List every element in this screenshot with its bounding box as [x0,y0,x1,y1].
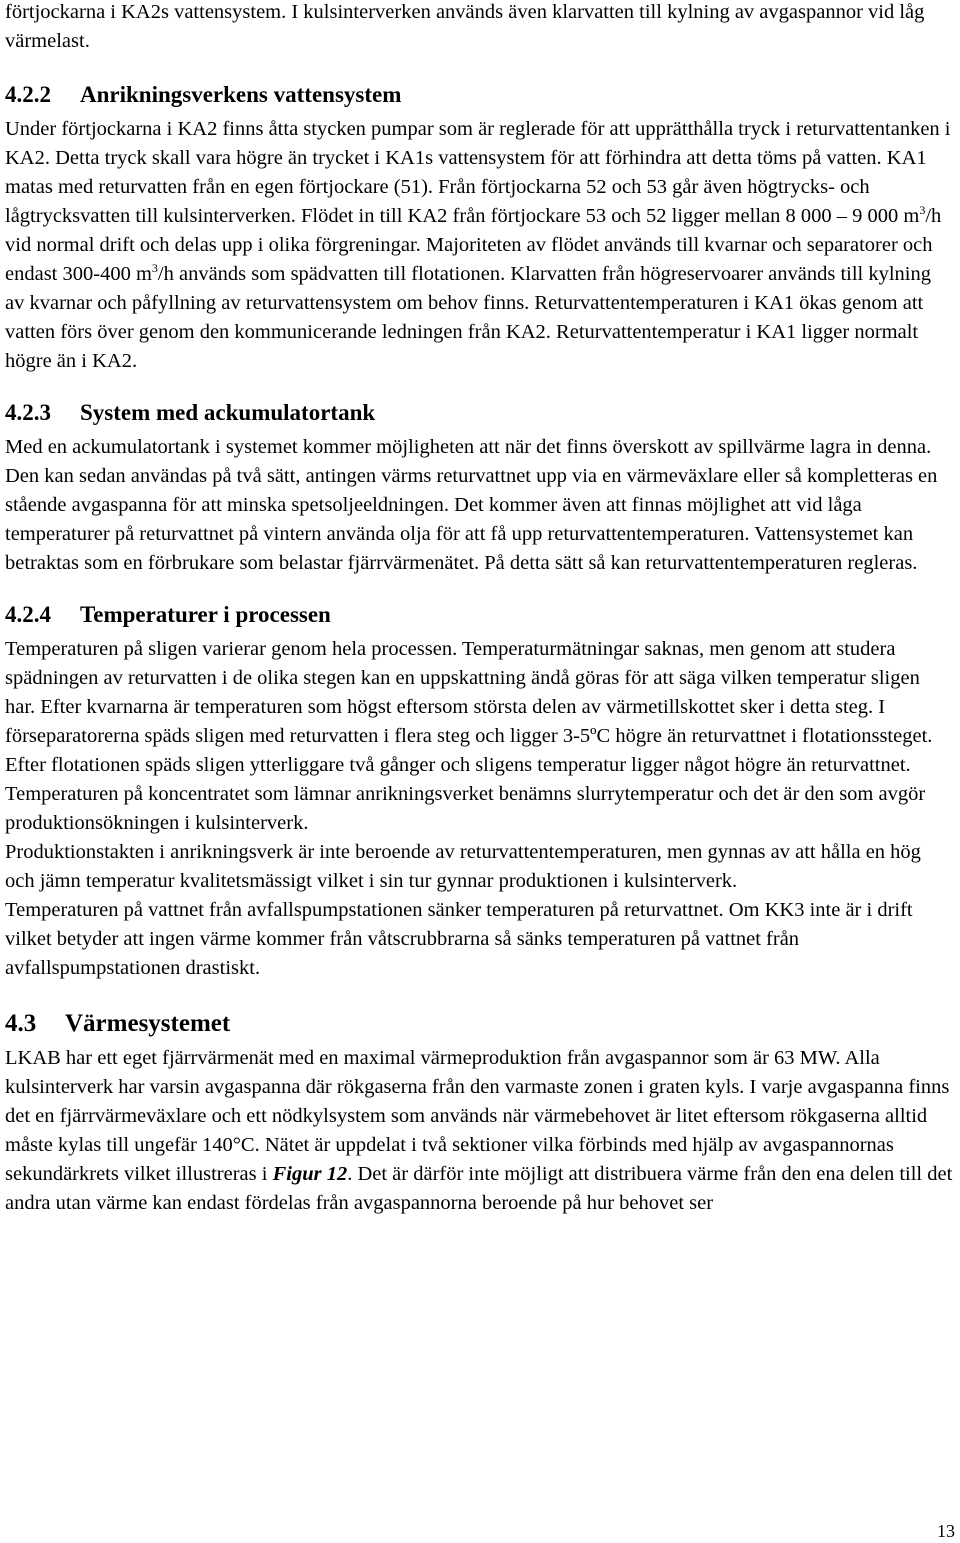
section-heading-4-2-3 [5,398,955,427]
text-run: /h vid normal drift och delas upp i olika förgreningar. Majoriteten av flödet används till kvarnar och separatorer och endast 300-400 m [5,205,942,285]
section-number: 4.2.4 [5,602,51,627]
paragraph-heating-system [5,1044,955,1218]
section-number: 4.2.3 [5,400,51,425]
section-heading-4-3 [5,1009,955,1038]
superscript: 3 [919,203,926,218]
paragraph-continuation: förtjockarna i KA2s vattensystem. I kulsinterverken används även klarvatten till kylning av avgaspannor vid låg värmelast. [5,1,925,52]
figure-reference: Figur 12 [272,1163,348,1185]
paragraph-water-system [5,115,955,376]
superscript: 3 [151,261,158,276]
document-page [5,0,955,1218]
section-number: 4.2.2 [5,82,51,107]
paragraph-temperatures-1: Temperaturen på sligen varierar genom hela processen. Temperaturmätningar saknas, men genom att studera spädningen av returvatten i de olika stegen kan en uppskattning ändå göras för att säga vilken temperatur sligen har. Efter kvarnarna är temperaturen som högst eftersom största delen av värmetillskottet sker i detta steg. I förseparatorerna späds sligen med returvatten i flera steg och ligger 3-5ºC högre än returvattnet i flotationssteget. Efter flotationen späds sligen ytterliggare två gånger och sligens temperatur ligger något högre än returvattnet. Temperaturen på koncentratet som lämnar anrikningsverket benämns slurrytemperatur och det är den som avgör produktionsökningen i kulsinterverk. [5,638,933,834]
section-heading-4-2-2 [5,80,955,109]
paragraph-accumulator: Med en ackumulatortank i systemet kommer möjligheten att när det finns överskott av spillvärme lagra in denna. Den kan sedan användas på två sätt, antingen värms returvattnet upp via en värmeväxlare eller så kompletteras en stående avgaspanna för att minska spetsoljeeldningen. Det kommer även att finnas möjlighet att vid låga temperaturer på returvattnet på vintern använda olja för att få upp returvattentemperaturen. Vattensystemet kan betraktas som en förbrukare som belastar fjärrvärmenätet. På detta sätt så kan returvattentemperaturen regleras. [5,436,938,574]
section-number: 4.3 [5,1010,37,1037]
text-run: LKAB har ett eget fjärrvärmenät med en maximal värmeproduktion från avgaspannor som är 63 MW. Alla kulsinterverk har varsin avgaspanna där rökgaserna från den varmaste zonen i graten kyls. I varje avgaspanna finns det en fjärrvärmeväxlare och ett nödkylsystem som används när värmebehovet är litet eftersom rökgaserna alltid måste kylas till ungefär 140°C. Nätet är uppdelat i två sektioner vilka förbinds med hjälp av avgaspannornas sekundärkrets vilket illustreras i [5,1047,950,1185]
paragraph-temperatures-3: Temperaturen på vattnet från avfallspumpstationen sänker temperaturen på returvattnet. Om KK3 inte är i drift vilket betyder att ingen värme kommer från våtscrubbrarna så sänks temperaturen på vattnet från avfallspumpstationen drastiskt. [5,899,913,979]
text-run: Under förtjockarna i KA2 finns åtta stycken pumpar som är reglerade för att upprätthålla tryck i returvattentanken i KA2. Detta tryck skall vara högre än trycket i KA1s vattensystem för att förhindra att detta töms på vatten. KA1 matas med returvatten från en egen förtjockare (51). Från förtjockarna 52 och 53 går även högtrycks- och lågtrycksvatten till kulsinterverken. Flödet in till KA2 från förtjockare 53 och 52 ligger mellan 8 000 – 9 000 m [5,118,951,227]
section-title: System med ackumulatortank [80,400,376,425]
text-run: /h används som spädvatten till flotationen. Klarvatten från högreservoarer används till kylning av kvarnar och påfyllning av returvattensystem om behov finns. Returvattentemperaturen i KA1 ökas genom att vatten förs över genom den kommunicerande ledningen från KA2. Returvattentemperatur i KA1 ligger normalt högre än i KA2. [5,263,932,372]
page-number: 13 [937,1521,955,1541]
section-title: Anrikningsverkens vattensystem [80,82,402,107]
section-title: Värmesystemet [65,1010,231,1037]
text-run: . Det är därför inte möjligt att distribuera värme från den ena delen till det andra utan värme kan endast fördelas från avgaspannorna beroende på hur behovet ser [5,1163,953,1214]
section-heading-4-2-4 [5,600,955,629]
section-title: Temperaturer i processen [80,602,331,627]
paragraph-temperatures-2: Produktionstakten i anrikningsverk är inte beroende av returvattentemperaturen, men gynnas av att hålla en hög och jämn temperatur kvalitetsmässigt vilket i sin tur gynnar produktionen i kulsinterverk. [5,841,921,892]
